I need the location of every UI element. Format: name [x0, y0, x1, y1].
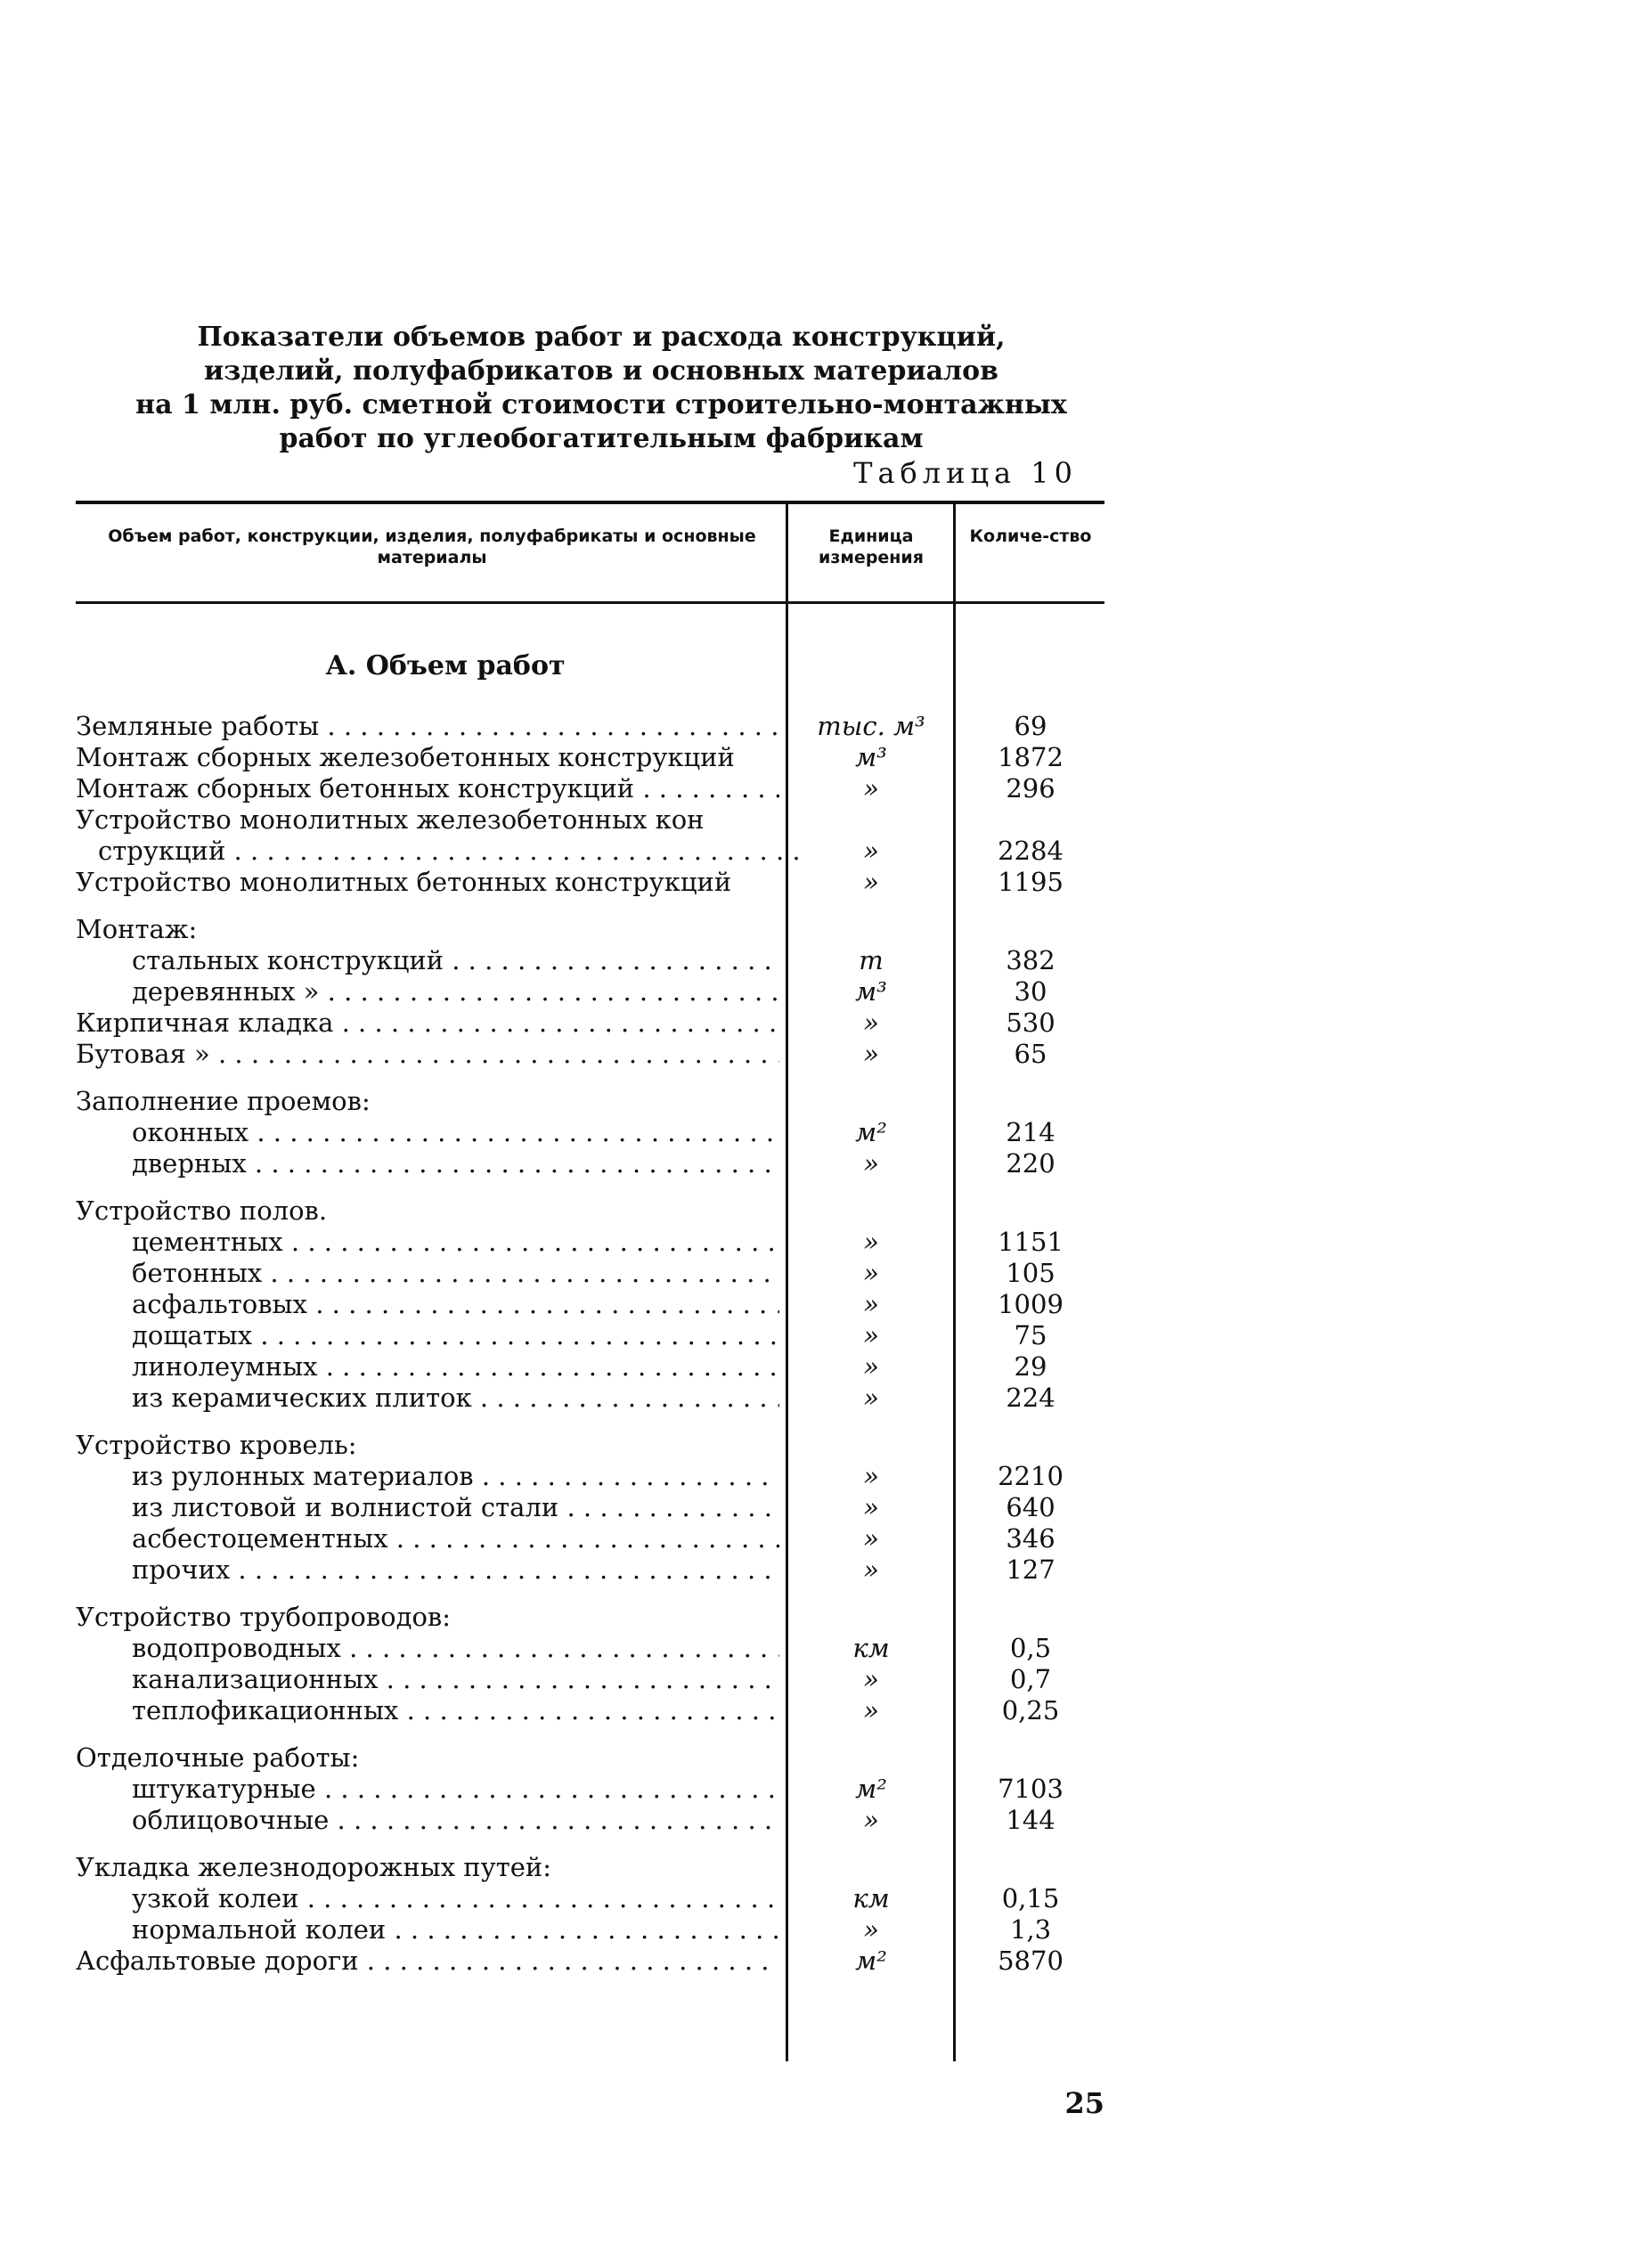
row-quantity [957, 1601, 1104, 1633]
row-unit: » [863, 1227, 879, 1257]
section-heading: А. Объем работ [325, 650, 566, 681]
row-name: Земляные работы . . . [76, 710, 779, 742]
title-line-1: Показатели объемов работ и расхода конструкций, [197, 322, 1006, 353]
table-row [0, 1147, 1630, 1179]
row-name: Бутовая » . . . [76, 1038, 779, 1070]
row-unit [789, 1601, 953, 1633]
row-unit: » [863, 1664, 879, 1694]
row-quantity: 2284 [998, 836, 1064, 866]
row-name: нормальной колеи . . . [132, 1913, 779, 1946]
table-row [0, 1319, 1630, 1351]
row-unit: км [852, 1883, 890, 1913]
row-name: стальных конструкций . . . [132, 944, 779, 976]
table-row [0, 772, 1630, 804]
title-line-2: изделий, полуфабрикатов и основных материалов [203, 355, 999, 387]
row-name: деревянных » . . . [132, 975, 779, 1008]
table-row [0, 1694, 1630, 1726]
row-unit [789, 1429, 953, 1461]
row-quantity: 640 [1006, 1492, 1055, 1522]
row-name: Устройство трубопроводов: [76, 1602, 452, 1632]
row-unit: м² [855, 1774, 887, 1804]
row-unit: » [863, 1148, 879, 1179]
row-name: облицовочные . . . [132, 1804, 779, 1836]
row-unit: » [863, 1695, 879, 1725]
row-quantity: 69 [1014, 711, 1047, 741]
row-quantity [957, 913, 1104, 945]
row-name: Устройство монолитных бетонных конструкций [76, 867, 732, 897]
row-name: водопроводных . . . [132, 1632, 779, 1664]
row-unit: » [863, 867, 879, 897]
table-row [0, 1116, 1630, 1148]
row-unit: » [863, 836, 879, 866]
header-work-volume: Объем работ, конструкции, изделия, полуфабрикаты и основные материалы [108, 526, 756, 567]
table-row [0, 1350, 1630, 1383]
row-name: Асфальтовые дороги . . . [76, 1945, 779, 1977]
row-quantity: 1,3 [1009, 1914, 1052, 1945]
row-name: из рулонных материалов . . . [132, 1460, 779, 1492]
row-unit: » [863, 1258, 879, 1288]
row-name: Монтаж сборных железобетонных конструкций [76, 742, 735, 772]
table-row [0, 1522, 1630, 1554]
row-unit: » [863, 1289, 879, 1319]
row-name: штукатурные . . . [132, 1773, 779, 1805]
table-row [0, 975, 1630, 1008]
row-quantity [957, 1742, 1104, 1774]
table-row [0, 1257, 1630, 1289]
row-quantity: 75 [1014, 1320, 1047, 1350]
row-unit: » [863, 1492, 879, 1522]
title-line-3: на 1 млн. руб. сметной стоимости строительно-монтажных [135, 389, 1067, 420]
row-quantity: 144 [1006, 1805, 1055, 1835]
row-quantity: 2210 [998, 1461, 1064, 1491]
table-row [0, 1851, 1630, 1883]
table-row [0, 1663, 1630, 1695]
row-quantity [957, 804, 1104, 836]
row-unit [789, 1195, 953, 1227]
row-unit: т [859, 945, 884, 975]
table-row [0, 1945, 1630, 1977]
table-row [0, 1288, 1630, 1320]
row-name: оконных . . . [132, 1116, 779, 1148]
table-row [0, 710, 1630, 742]
table-row [0, 1429, 1630, 1461]
row-quantity: 65 [1014, 1039, 1047, 1069]
table-row [0, 741, 1630, 773]
row-name: узкой колеи . . . [132, 1882, 779, 1914]
row-unit: м³ [855, 976, 887, 1007]
row-quantity [957, 1851, 1104, 1883]
row-quantity: 29 [1014, 1351, 1047, 1382]
row-quantity: 127 [1006, 1554, 1055, 1585]
row-name: струкций . . . [98, 835, 802, 867]
header-quantity: Количе-ство [969, 526, 1092, 546]
table-row [0, 1742, 1630, 1774]
row-quantity: 346 [1006, 1523, 1055, 1554]
row-name: Устройство полов. [76, 1195, 328, 1226]
row-name: асфальтовых . . . [132, 1288, 779, 1320]
row-name: Заполнение проемов: [76, 1086, 371, 1116]
row-unit: » [863, 1554, 879, 1585]
table-row [0, 1554, 1630, 1586]
row-name: дощатых . . . [132, 1319, 779, 1351]
row-unit: » [863, 773, 879, 804]
row-quantity [957, 1085, 1104, 1117]
row-quantity: 5870 [998, 1946, 1064, 1976]
row-quantity: 0,7 [1009, 1664, 1052, 1694]
table-row [0, 1804, 1630, 1836]
row-quantity: 30 [1014, 976, 1047, 1007]
row-name: из листовой и волнистой стали . . . [132, 1491, 779, 1523]
table-row [0, 1038, 1630, 1070]
row-quantity: 105 [1006, 1258, 1055, 1288]
row-unit: » [863, 1523, 879, 1554]
row-quantity: 7103 [998, 1774, 1064, 1804]
header-unit: Единица измерения [819, 526, 924, 567]
table-row [0, 1007, 1630, 1039]
row-unit: м² [855, 1117, 887, 1147]
table-row [0, 1085, 1630, 1117]
row-unit: » [863, 1320, 879, 1350]
row-name: Укладка железнодорожных путей: [76, 1852, 552, 1882]
row-quantity: 224 [1006, 1383, 1055, 1413]
row-unit: м² [855, 1946, 887, 1976]
table-row [0, 1601, 1630, 1633]
row-quantity: 1195 [998, 867, 1064, 897]
row-quantity: 296 [1006, 773, 1055, 804]
row-unit: » [863, 1461, 879, 1491]
row-unit: тыс. м³ [817, 711, 925, 741]
table-row [0, 1382, 1630, 1414]
row-unit [789, 913, 953, 945]
table-row [0, 1773, 1630, 1805]
table-row [0, 1882, 1630, 1914]
row-unit: км [852, 1633, 890, 1663]
row-name: Монтаж: [76, 914, 198, 944]
row-name: цементных . . . [132, 1226, 779, 1258]
row-unit: » [863, 1039, 879, 1069]
row-unit: » [863, 1351, 879, 1382]
row-name: теплофикационных . . . [132, 1694, 779, 1726]
row-quantity [957, 1195, 1104, 1227]
row-unit [789, 1742, 953, 1774]
table-row [0, 913, 1630, 945]
table-row [0, 1632, 1630, 1664]
row-name: дверных . . . [132, 1147, 779, 1179]
table-row [0, 944, 1630, 976]
page-number: 25 [1064, 2086, 1104, 2120]
table-row [0, 1195, 1630, 1227]
row-name: Отделочные работы: [76, 1742, 360, 1773]
table-row [0, 1491, 1630, 1523]
row-name: Устройство кровель: [76, 1430, 357, 1460]
row-quantity: 1872 [998, 742, 1064, 772]
row-quantity: 0,5 [1009, 1633, 1052, 1663]
table-row [0, 1226, 1630, 1258]
table-number-label: Таблица 10 [853, 456, 1078, 490]
row-name: Кирпичная кладка . . . [76, 1007, 779, 1039]
row-quantity: 0,15 [1001, 1883, 1060, 1913]
row-name: бетонных . . . [132, 1257, 779, 1289]
table-row [0, 1913, 1630, 1946]
row-unit [789, 1851, 953, 1883]
table-row [0, 835, 1630, 867]
row-quantity: 214 [1006, 1117, 1055, 1147]
row-name: Устройство монолитных железобетонных кон [76, 804, 705, 835]
row-quantity: 382 [1006, 945, 1055, 975]
row-quantity: 220 [1006, 1148, 1055, 1179]
row-name: канализационных . . . [132, 1663, 779, 1695]
row-unit: » [863, 1805, 879, 1835]
row-quantity: 530 [1006, 1008, 1055, 1038]
row-name: линолеумных . . . [132, 1350, 779, 1383]
table-row [0, 866, 1630, 898]
row-name: прочих . . . [132, 1554, 779, 1586]
row-unit: » [863, 1008, 879, 1038]
row-quantity [957, 1429, 1104, 1461]
row-quantity: 1009 [998, 1289, 1064, 1319]
row-unit: » [863, 1914, 879, 1945]
table-row [0, 804, 1630, 836]
row-name: асбестоцементных . . . [132, 1522, 779, 1554]
row-quantity: 0,25 [1001, 1695, 1060, 1725]
title-line-4: работ по углеобогатительным фабрикам [279, 423, 924, 454]
row-unit [789, 1085, 953, 1117]
row-unit: » [863, 1383, 879, 1413]
row-unit: м³ [855, 742, 887, 772]
table-row [0, 1460, 1630, 1492]
row-name: из керамических плиток . . . [132, 1382, 779, 1414]
row-unit [789, 804, 953, 836]
row-name: Монтаж сборных бетонных конструкций . . . [76, 772, 779, 804]
row-quantity: 1151 [998, 1227, 1064, 1257]
